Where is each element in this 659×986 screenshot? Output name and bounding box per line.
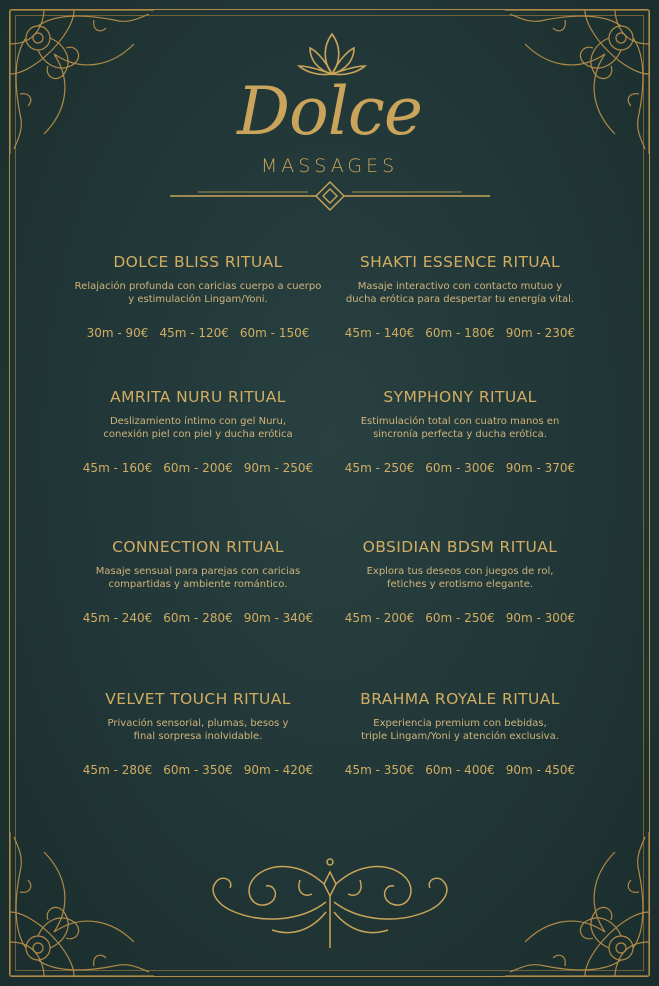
ritual-title: BRAHMA ROYALE RITUAL <box>360 690 560 708</box>
ritual-description-line: Estimulación total con cuatro manos en <box>360 416 560 427</box>
menu-item <box>325 538 595 625</box>
ritual-description-line: Experiencia premium con bebidas, <box>373 718 547 729</box>
price-option: 90m - 300€ <box>505 611 576 625</box>
corner-ornament-icon <box>4 832 154 982</box>
menu-item <box>325 253 595 340</box>
ritual-description-line: Explora tus deseos con juegos de rol, <box>366 566 554 577</box>
price-option: 90m - 370€ <box>505 461 576 475</box>
ritual-description <box>325 717 595 743</box>
ritual-description-line: sincronía perfecta y ducha erótica. <box>373 429 547 440</box>
price-option: 90m - 420€ <box>243 763 314 777</box>
ritual-title: CONNECTION RITUAL <box>112 538 284 556</box>
ritual-description-line: ducha erótica para despertar tu energía vital. <box>345 294 575 305</box>
menu-item <box>63 690 333 777</box>
price-option: 60m - 180€ <box>425 326 495 340</box>
price-option: 60m - 200€ <box>163 461 233 475</box>
ritual-title: AMRITA NURU RITUAL <box>110 388 286 406</box>
price-option: 45m - 160€ <box>82 461 153 475</box>
ritual-description-line: conexión piel con piel y ducha erótica <box>103 429 293 440</box>
price-option: 60m - 400€ <box>425 763 495 777</box>
ritual-description-line: Relajación profunda con caricias cuerpo a cuerpo <box>74 281 322 292</box>
ritual-description-line: triple Lingam/Yoni y atención exclusiva. <box>361 731 559 742</box>
price-option: 30m - 90€ <box>86 326 149 340</box>
price-option: 45m - 240€ <box>82 611 153 625</box>
ritual-title: SYMPHONY RITUAL <box>383 388 537 406</box>
ritual-description <box>63 280 333 306</box>
lotus-icon <box>296 30 368 78</box>
price-option: 60m - 300€ <box>425 461 495 475</box>
ritual-description <box>325 415 595 441</box>
ritual-title: VELVET TOUCH RITUAL <box>105 690 291 708</box>
ritual-description <box>63 565 333 591</box>
menu-item <box>325 690 595 777</box>
price-option: 90m - 450€ <box>505 763 576 777</box>
brand-subtitle: MASSAGES <box>260 155 399 177</box>
ritual-description-line: y estimulación Lingam/Yoni. <box>128 294 268 305</box>
ritual-description <box>63 415 333 441</box>
ritual-prices <box>63 461 333 475</box>
ritual-description <box>63 717 333 743</box>
price-option: 90m - 340€ <box>243 611 314 625</box>
ritual-description-line: Deslizamiento íntimo con gel Nuru, <box>109 416 287 427</box>
price-option: 45m - 280€ <box>82 763 153 777</box>
brand-logo-text: Dolce <box>237 73 422 150</box>
price-option: 90m - 230€ <box>505 326 576 340</box>
price-option: 60m - 350€ <box>163 763 233 777</box>
ritual-description-line: fetiches y erotismo elegante. <box>386 579 534 590</box>
ritual-prices <box>325 326 595 340</box>
price-option: 60m - 250€ <box>425 611 495 625</box>
ritual-title: SHAKTI ESSENCE RITUAL <box>359 253 561 271</box>
corner-ornament-icon <box>505 832 655 982</box>
ritual-description-line: Privación sensorial, plumas, besos y <box>107 718 289 729</box>
ritual-title: DOLCE BLISS RITUAL <box>113 253 283 271</box>
ritual-prices <box>325 461 595 475</box>
ritual-prices <box>63 326 333 340</box>
ritual-title: OBSIDIAN BDSM RITUAL <box>362 538 558 556</box>
flourish-ornament-icon <box>200 852 460 952</box>
price-option: 60m - 150€ <box>239 326 310 340</box>
ritual-prices <box>63 611 333 625</box>
ritual-prices <box>325 611 595 625</box>
price-option: 45m - 200€ <box>344 611 415 625</box>
ritual-prices <box>63 763 333 777</box>
price-option: 45m - 350€ <box>344 763 415 777</box>
price-option: 45m - 250€ <box>344 461 415 475</box>
ritual-description <box>325 280 595 306</box>
ritual-description-line: Masaje sensual para parejas con caricias <box>95 566 301 577</box>
price-option: 60m - 280€ <box>163 611 233 625</box>
ritual-description-line: final sorpresa inolvidable. <box>133 731 263 742</box>
menu-item <box>63 388 333 475</box>
menu-item <box>325 388 595 475</box>
ritual-description-line: Masaje interactivo con contacto mutuo y <box>357 281 563 292</box>
ritual-description <box>325 565 595 591</box>
ritual-description-line: compartidas y ambiente romántico. <box>108 579 288 590</box>
price-option: 45m - 120€ <box>159 326 229 340</box>
price-option: 45m - 140€ <box>344 326 415 340</box>
ritual-prices <box>325 763 595 777</box>
diamond-divider-icon <box>168 178 492 214</box>
price-option: 90m - 250€ <box>243 461 314 475</box>
menu-item <box>63 253 333 340</box>
menu-item <box>63 538 333 625</box>
